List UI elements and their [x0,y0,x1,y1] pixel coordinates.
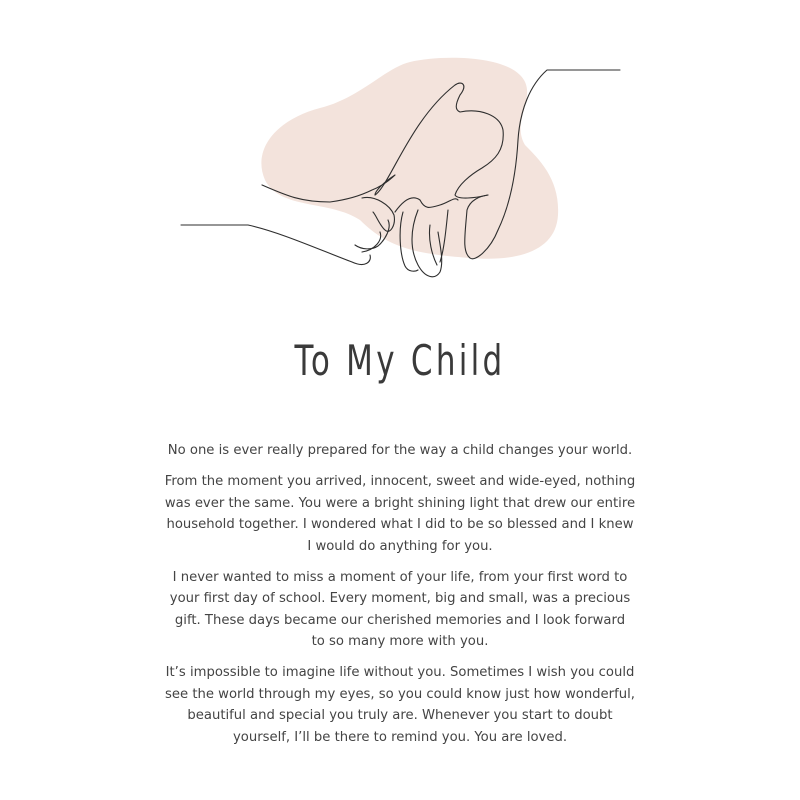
text-line: No one is ever really prepared for the way a child changes your world. [167,443,633,458]
text-line: household together. I wondered what I did to be so blessed and I knew [166,517,634,532]
text-line: gift. These days became our cherished memories and I look forward [174,612,626,628]
text-line: to so many more with you. [311,634,489,649]
pink-blob [261,58,558,259]
paragraph-4 [0,662,800,748]
text-line: see the world through my eyes, so you could know just how wonderful, [165,686,635,702]
text-line: I never wanted to miss a moment of your life, from your first word to [172,569,628,585]
letter-body [0,440,800,758]
paragraph-3 [0,567,800,653]
text-line: It’s impossible to imagine life without you. Sometimes I wish you could [165,665,635,680]
paragraph-1 [0,440,800,462]
page-title: To My Child [294,336,506,385]
paragraph-2 [0,471,800,557]
text-line: beautiful and special you truly are. Whenever you start to doubt [187,708,613,723]
text-line: yourself, I’ll be there to remind you. You are loved. [232,729,568,745]
text-line: your first day of school. Every moment, big and small, was a precious [169,591,631,606]
text-line: From the moment you arrived, innocent, sweet and wide-eyed, nothing [164,474,636,489]
text-line: I would do anything for you. [307,538,493,554]
hands-illustration [0,0,800,300]
text-line: was ever the same. You were a bright shining light that drew our entire [164,495,636,511]
